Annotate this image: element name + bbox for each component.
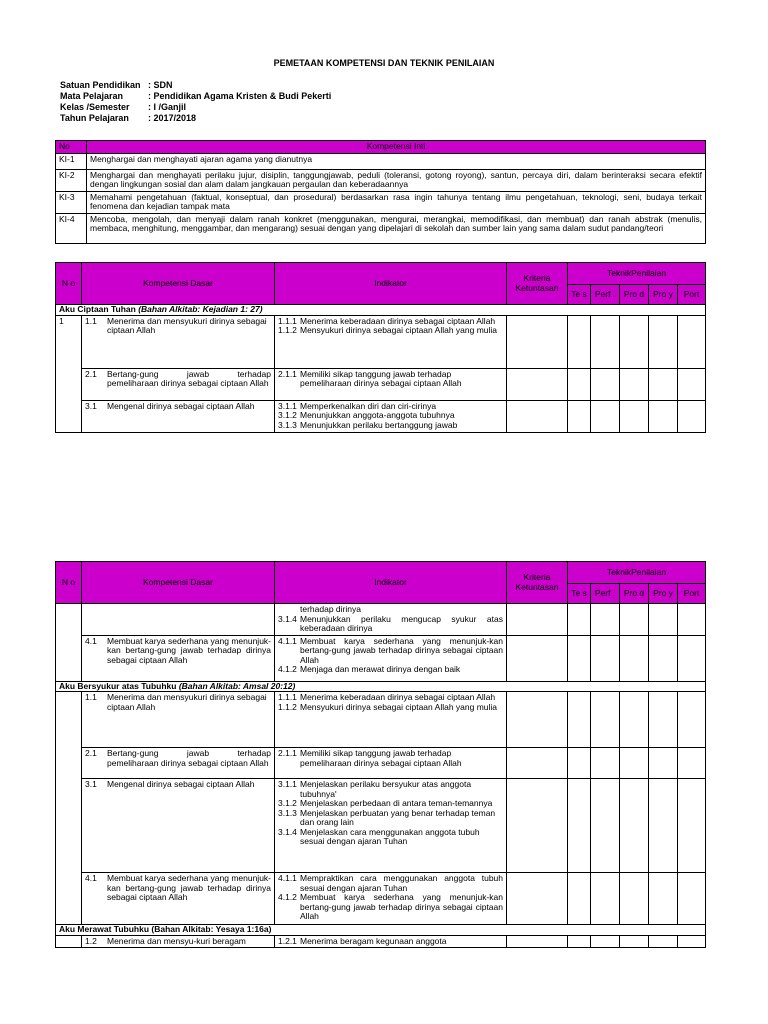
ind-number: 3.1.3 [278, 807, 297, 818]
meta-key: Mata Pelajaran [60, 91, 124, 101]
ind-text: terhadap dirinya [300, 604, 361, 614]
ki-no: KI-3 [56, 191, 87, 213]
ind-number: 4.1.1 [278, 635, 297, 646]
ind-text: Mensyukuri dirinya sebagai ciptaan Allah yang mulia [300, 701, 498, 712]
ind-text: Menunjukkan perilaku mengucap syukur atas keberadaan dirinya [300, 613, 503, 633]
ind-text: Membuat karya sederhana yang menunjuk-kan bertang-gung jawab terhadap dirinya sebagai ciptaan Allah [300, 635, 503, 665]
table-row [56, 692, 706, 748]
ind-number: 4.1.2 [278, 892, 297, 902]
kd-number: 1.1 [85, 315, 97, 326]
kompetensi-inti-table [55, 140, 706, 244]
ind-number: 1.1.1 [278, 315, 297, 326]
header-teknik-penilaian: TeknikPenilaian [568, 263, 706, 285]
header-kompetensi-dasar: Kompetensi Dasar [82, 263, 275, 305]
section-title: Aku Merawat Tubuhku (Bahan Alkitab: Yesaya 1:16a) [56, 925, 706, 936]
ind-number: 3.1.1 [278, 400, 297, 411]
ki-text: Memahami pengetahuan (faktual, konseptual, dan prosedural) berdasarkan rasa ingin tahunya tentang ilmu pengetahuan, teknologi, seni, budaya terkait fenomena dan kejadian tampak mata [87, 191, 706, 213]
table-row [56, 368, 706, 400]
ind-number: 3.1.2 [278, 410, 297, 420]
row-number: 1 [56, 315, 82, 432]
ind-text: Menjaga dan merawat dirinya dengan baik [300, 664, 461, 674]
ind-number: 3.1.2 [278, 798, 297, 808]
table-row [56, 400, 706, 432]
header-proy: Pro y [649, 584, 678, 604]
section-title: Aku Bersyukur atas Tubuhku [59, 680, 179, 691]
ki-no: KI-1 [56, 153, 87, 169]
ind-text: Memperkenalkan diri dan ciri-cirinya [300, 400, 437, 411]
ind-text: Menerima keberadaan dirinya sebagai ciptaan Allah [300, 315, 496, 326]
section-row [56, 305, 706, 316]
ki-header-no: No [56, 141, 87, 154]
ki-text: Menghargai dan menghayati ajaran agama yang dianutnya [87, 153, 706, 169]
section-reference: (Bahan Alkitab: Amsal 20:12) [178, 680, 296, 691]
kompetensi-dasar-table-1 [55, 262, 706, 433]
table-row [56, 153, 706, 169]
kd-text: Membuat karya sederhana yang menunjuk-kan bertang-gung jawab terhadap dirinya sebagai ciptaan Allah [107, 635, 271, 665]
table-row [56, 604, 706, 636]
table-row [56, 191, 706, 213]
ind-text: Menjelaskan perilaku bersyukur atas anggota tubuhnya' [300, 779, 472, 799]
ind-text: Menunjukkan anggota-anggota tubuhnya [300, 410, 455, 420]
table-row [56, 873, 706, 925]
header-prod: Pro d [620, 584, 649, 604]
table-row [56, 169, 706, 191]
meta-value: : I /Ganjil [148, 102, 187, 112]
ind-text: Menjelaskan perbedaan di antara teman-temannya [300, 798, 493, 808]
header-kriteria: Kriteria Ketuntasan [507, 562, 568, 604]
ind-number: 2.1.1 [278, 368, 297, 379]
kd-number: 2.1 [85, 748, 97, 758]
ind-number: 1.2.1 [278, 935, 297, 946]
ind-number: 2.1.1 [278, 748, 297, 758]
kd-text: Membuat karya sederhana yang menunjuk-kan bertang-gung jawab terhadap dirinya sebagai ciptaan Allah [107, 873, 271, 902]
ind-text: Menerima beragam kegunaan anggota [300, 935, 447, 946]
meta-key: Kelas /Semester [60, 102, 130, 112]
document-meta [60, 80, 331, 124]
header-indikator: Indikator [275, 562, 507, 604]
ki-text: Menghargai dan menghayati perilaku jujur, disiplin, tanggungjawab, peduli (toleransi, gotong royong), santun, percaya diri, dalam berinteraksi secara efektif dengan lingkungan sosial dan alam dalam jangkauan pergaulan dan keberadaannya [87, 169, 706, 191]
ind-number: 1.1.2 [278, 701, 297, 712]
ind-text: Menunjukkan perilaku bertanggung jawab [300, 419, 458, 430]
section-reference: (Bahan Alkitab: Kejadian 1: 27) [138, 304, 263, 314]
ind-text: Mensyukuri dirinya sebagai ciptaan Allah yang mulia [300, 325, 498, 335]
section-title: Aku Ciptaan Tuhan [59, 304, 139, 314]
ind-number: 3.1.4 [278, 826, 297, 837]
ki-header-kompetensi: Kompetensi Inti [87, 141, 706, 154]
section-row [56, 681, 706, 692]
table-row [56, 748, 706, 779]
header-teknik-penilaian: TeknikPenilaian [568, 562, 706, 584]
header-tes: Te s [568, 584, 591, 604]
meta-key: Tahun Pelajaran [60, 113, 129, 123]
ind-number: 4.1.1 [278, 873, 297, 883]
kd-text: Menerima dan mensyukuri dirinya sebagai ciptaan Allah [107, 692, 267, 712]
ind-number: 3.1.4 [278, 613, 297, 624]
kd-number: 4.1 [85, 873, 97, 883]
ind-text: Memiliki sikap tanggung jawab terhadap pemeliharaan dirinya sebagai ciptaan Allah [300, 748, 462, 768]
ind-text: Membuat karya sederhana yang menunjuk-kan bertang-gung jawab terhadap dirinya sebagai ciptaan Allah [300, 892, 503, 921]
table-row [56, 779, 706, 873]
ind-text: Memiliki sikap tanggung jawab terhadap pemeliharaan dirinya sebagai ciptaan Allah [300, 368, 462, 388]
kd-text: Bertang-gung jawab terhadap pemeliharaan dirinya sebagai ciptaan Allah [107, 748, 271, 768]
kd-text: Bertang-gung jawab terhadap pemeliharaan dirinya sebagai ciptaan Allah [107, 368, 271, 388]
ki-no: KI-4 [56, 213, 87, 243]
header-port: Port [678, 285, 706, 305]
ind-number: 1.1.1 [278, 692, 297, 702]
header-no: N o [56, 562, 82, 604]
kd-text: Mengenal dirinya sebagai ciptaan Allah [107, 400, 255, 411]
kompetensi-dasar-table-2 [55, 561, 706, 948]
header-kriteria: Kriteria Ketuntasan [507, 263, 568, 305]
header-indikator: Indikator [275, 263, 507, 305]
ind-number: 1.1.2 [278, 325, 297, 335]
ind-text: Mempraktikan cara menggunakan anggota tubuh sesuai dengan ajaran Tuhan [300, 873, 503, 893]
table-row [56, 213, 706, 243]
meta-value: : Pendidikan Agama Kristen & Budi Pekerti [148, 91, 332, 101]
kd-number: 1.1 [85, 692, 97, 702]
kd-number: 1.2 [85, 935, 97, 946]
header-port: Port [678, 584, 706, 604]
header-perf: Perf . [591, 584, 620, 604]
ind-number: 3.1.1 [278, 779, 297, 789]
table-row [56, 635, 706, 681]
kd-text: Mengenal dirinya sebagai ciptaan Allah [107, 779, 255, 789]
ki-no: KI-2 [56, 169, 87, 191]
header-prod: Pro d [620, 285, 649, 305]
kd-number: 3.1 [85, 779, 97, 789]
kd-text: Menerima dan mensyu-kuri beragam [107, 935, 246, 946]
table-row [56, 315, 706, 368]
ind-text: Menjelaskan cara menggunakan anggota tubuh sesuai dengan ajaran Tuhan [300, 826, 480, 846]
meta-value: : SDN [148, 80, 173, 90]
kd-number: 4.1 [85, 635, 97, 646]
kd-text: Menerima dan mensyukuri dirinya sebagai ciptaan Allah [107, 315, 267, 335]
ind-text: Menerima keberadaan dirinya sebagai ciptaan Allah [300, 692, 496, 702]
kd-number: 2.1 [85, 368, 97, 379]
ind-number: 3.1.3 [278, 419, 297, 430]
header-no: N o [56, 263, 82, 305]
meta-key: Satuan Pendidikan [60, 80, 141, 90]
section-row [56, 925, 706, 936]
kd-number: 3.1 [85, 400, 97, 411]
header-perf: Perf . [591, 285, 620, 305]
header-tes: Te s [568, 285, 591, 305]
meta-value: : 2017/2018 [148, 113, 197, 123]
ki-text: Mencoba, mengolah, dan menyaji dalam ranah konkret (menggunakan, mengurai, merangkai, memodifikasi, dan membuat) dan ranah abstrak (menulis, membaca, menghitung, menggambar, dan mengarang) sesuai dengan yang dipelajari di sekolah dan sumber lain yang sama dalam sudut pandang/teori [87, 213, 706, 243]
header-kompetensi-dasar: Kompetensi Dasar [82, 562, 275, 604]
ind-number: 4.1.2 [278, 664, 297, 674]
table-row [56, 935, 706, 948]
header-proy: Pro y [649, 285, 678, 305]
page-title: PEMETAAN KOMPETENSI DAN TEKNIK PENILAIAN [273, 58, 495, 68]
ind-text: Menjelaskan perbuatan yang benar terhadap teman dan orang lain [300, 807, 496, 827]
